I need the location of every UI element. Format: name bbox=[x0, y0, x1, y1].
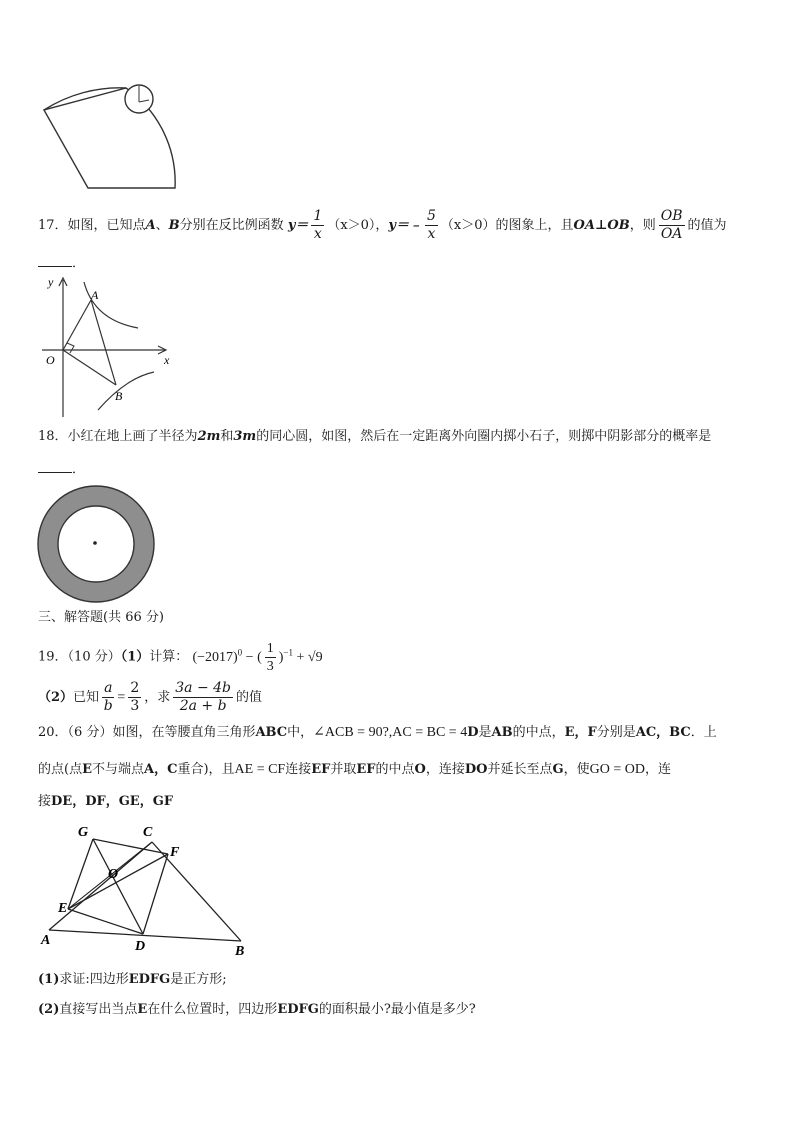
section-title: 三、解答题(共 66 分) bbox=[38, 610, 164, 625]
label-x: x bbox=[164, 353, 170, 367]
label-A: A bbox=[41, 933, 51, 948]
q20-line-3: 接DE，DF，GE，GF bbox=[38, 794, 174, 809]
q20-line-2: 的点(点E不与端点A，C重合)，且AE = CF连接EF并取EF的中点O，连接DO并延长至点G，使GO = OD，连 bbox=[38, 762, 671, 777]
q18-statement: 18．小红在地上画了半径为2m和3m的同心圆，如图，然后在一定距离外向圈内掷小石子，则掷中阴影部分的概率是 bbox=[38, 429, 712, 444]
label-C: C bbox=[143, 825, 153, 840]
answer-blank[interactable] bbox=[38, 252, 72, 267]
label-B: B bbox=[115, 389, 123, 403]
sector-figure bbox=[30, 78, 190, 196]
q17-statement: 17．如图，已知点A、B分别在反比例函数 y＝ $\frac{1}{x}$ （x＞0），y＝﹣ $\frac{5}{x}$ （x＞0）的图象上，且OA⊥OB，则 $\frac{OB}{OA}$ 的值为 bbox=[38, 208, 727, 242]
q20-subquestion-1: (1)求证:四边形EDFG是正方形; bbox=[38, 972, 227, 987]
q17-frac-1: $\frac{1}{x}$ bbox=[313, 208, 323, 242]
q17-figure bbox=[36, 272, 184, 422]
q19-part-2: （2）已知 $\frac{a}{b}$ = $\frac{2}{3}$ ，求 $\frac{3a - 4b}{2a + b}$ 的值 bbox=[38, 680, 263, 714]
q17-answer-line: ． bbox=[38, 252, 85, 274]
q17-frac-3: $\frac{OB}{OA}$ bbox=[660, 208, 683, 242]
q19-expression: $(-2017)^0$ − ( $\frac{1}{3}$ )$^{-1}$ + √9 bbox=[192, 641, 323, 674]
q20-line-1: 20．（6 分）如图，在等腰直角三角形ABC中，∠ACB = 90?,AC = BC = 4D是AB的中点，E，F分别是AC，BC．上 bbox=[38, 725, 717, 740]
label-G: G bbox=[78, 825, 89, 840]
label-E: E bbox=[58, 901, 68, 916]
q19-part-1: 19．（10 分）（1）计算： $(-2017)^0$ − ( $\frac{1}{3}$ )$^{-1}$ + √9 bbox=[38, 641, 323, 674]
q18-annulus-figure bbox=[35, 484, 157, 606]
label-O: O bbox=[46, 353, 55, 367]
label-B: B bbox=[235, 944, 245, 959]
q18-answer-line: ． bbox=[38, 458, 85, 480]
label-O: O bbox=[108, 867, 119, 882]
label-y: y bbox=[48, 275, 54, 289]
q17-frac-2: $\frac{5}{x}$ bbox=[426, 208, 436, 242]
q20-subquestion-2: (2)直接写出当点E在什么位置时，四边形EDFG的面积最小?最小值是多少? bbox=[38, 1002, 476, 1017]
label-D: D bbox=[135, 939, 146, 954]
label-A: A bbox=[91, 288, 99, 302]
label-F: F bbox=[170, 845, 180, 860]
q20-figure bbox=[40, 818, 260, 960]
answer-blank[interactable] bbox=[38, 458, 72, 473]
